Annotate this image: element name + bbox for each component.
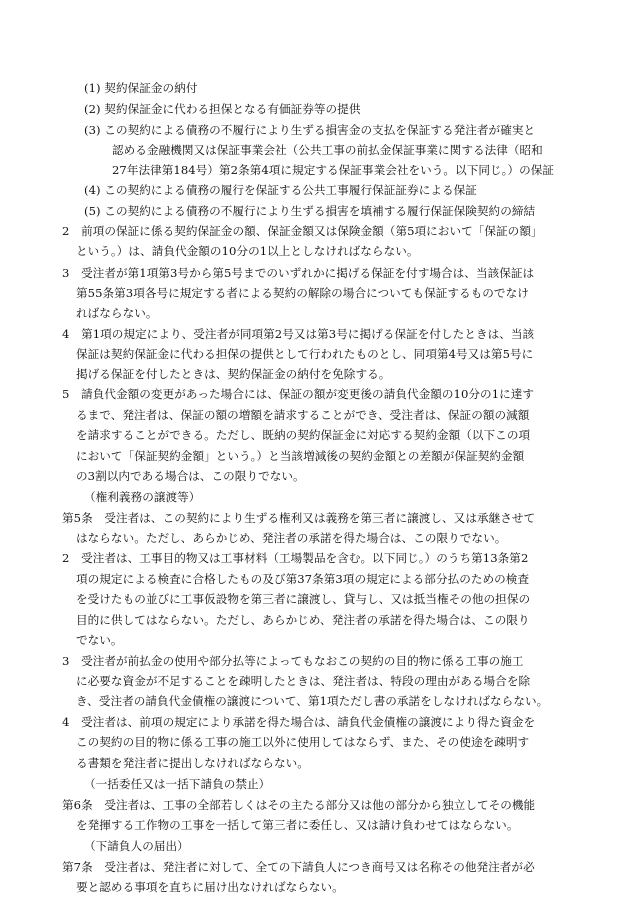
- text-line: ればならない。: [76, 306, 158, 320]
- text-line: を発揮する工作物の工事を一括して第三者に委任し、又は請け負わせてはならない。: [76, 818, 519, 832]
- text-line: 4 受注者は、前項の規定により承諾を得た場合は、請負代金債権の譲渡により得た資金を: [62, 715, 536, 729]
- text-line: はならない。ただし、あらかじめ、発注者の承諾を得た場合は、この限りでない。: [76, 531, 507, 545]
- text-line: き、受注者の請負代金債権の譲渡について、第1項ただし書の承諾をしなければならない。: [76, 694, 549, 708]
- text-line: この契約の目的物に係る工事の施工以外に使用してはならず、また、その使途を疎明す: [76, 735, 530, 749]
- text-line: 第5条 受注者は、この契約により生ずる権利又は義務を第三者に譲渡し、又は承継させて: [62, 511, 536, 525]
- text-line: 第6条 受注者は、工事の全部若しくはその主たる部分又は他の部分から独立してその機能: [62, 798, 536, 812]
- section-heading: （権利義務の譲渡等）: [84, 490, 201, 504]
- text-line: 掲げる保証を付したときは、契約保証金の納付を免除する。: [76, 367, 391, 381]
- text-line: (5) この契約による債務の不履行により生ずる損害を填補する履行保証保険契約の締結: [84, 204, 536, 218]
- text-line: 27年法律第184号）第2条第4項に規定する保証事業会社をいう。以下同じ。）の保証: [112, 163, 555, 177]
- text-line: でない。: [76, 633, 123, 647]
- text-line: (1) 契約保証金の納付: [84, 81, 198, 95]
- text-line: 認める金融機関又は保証事業会社（公共工事の前払金保証事業に関する法律（昭和: [112, 143, 543, 157]
- text-line: (4) この契約による債務の履行を保証する公共工事履行保証証券による保証: [84, 183, 477, 197]
- text-line: (3) この契約による債務の不履行により生ずる損害金の支払を保証する発注者が確実と: [84, 123, 536, 137]
- text-line: 要と認める事項を直ちに届け出なければならない。: [76, 880, 344, 894]
- text-line: 目的に供してはならない。ただし、あらかじめ、発注者の承諾を得た場合は、この限り: [76, 613, 530, 627]
- section-heading: （下請負人の届出）: [84, 839, 189, 853]
- text-line: 項の規定による検査に合格したもの及び第37条第3項の規定による部分払のための検査: [76, 572, 530, 586]
- text-line: (2) 契約保証金に代わる担保となる有価証券等の提供: [84, 102, 361, 116]
- text-line: 3 受注者が第1項第3号から第5号までのいずれかに掲げる保証を付す場合は、当該保証は: [62, 266, 535, 280]
- text-line: において「保証契約金額」という。）と当該増減後の契約金額との差額が保証契約金額: [76, 449, 525, 463]
- text-line: 2 前項の保証に係る契約保証金の額、保証金額又は保険金額（第5項において「保証の額」: [62, 224, 543, 238]
- section-heading: （一括委任又は一括下請負の禁止）: [84, 777, 271, 791]
- text-line: る書類を発注者に提出しなければならない。: [76, 756, 309, 770]
- text-line: 3 受注者が前払金の使用や部分払等によってもなおこの契約の目的物に係る工事の施工: [62, 654, 524, 668]
- text-line: を請求することができる。ただし、既納の契約保証金に対応する契約金額（以下この項: [76, 428, 531, 442]
- text-line: という。）は、請負代金額の10分の1以上としなければならない。: [76, 244, 419, 258]
- text-line: 第7条 受注者は、発注者に対して、全ての下請負人につき商号又は名称その他発注者が必: [62, 860, 535, 874]
- text-line: に必要な資金が不足することを疎明したときは、発注者は、特段の理由がある場合を除: [76, 674, 531, 688]
- text-line: 第55条第3項各号に規定する者による契約の解除の場合についても保証するものでなけ: [76, 286, 529, 300]
- text-line: を受けたもの並びに工事仮設物を第三者に譲渡し、貸与し、又は抵当権その他の担保の: [76, 592, 531, 606]
- text-line: 4 第1項の規定により、受注者が同項第2号又は第3号に掲げる保証を付したときは、当該: [62, 327, 535, 341]
- text-line: るまで、発注者は、保証の額の増額を請求することができ、受注者は、保証の額の減額: [76, 408, 530, 422]
- text-line: の3割以内である場合は、この限りでない。: [76, 469, 305, 483]
- text-line: 2 受注者は、工事目的物又は工事材料（工場製品を含む。以下同じ。）のうち第13条第2: [62, 551, 529, 565]
- text-line: 5 請負代金額の変更があった場合には、保証の額が変更後の請負代金額の10分の1に達す: [62, 387, 535, 401]
- text-line: 保証は契約保証金に代わる担保の提供として行われたものとし、同項第4号又は第5号に: [76, 347, 534, 361]
